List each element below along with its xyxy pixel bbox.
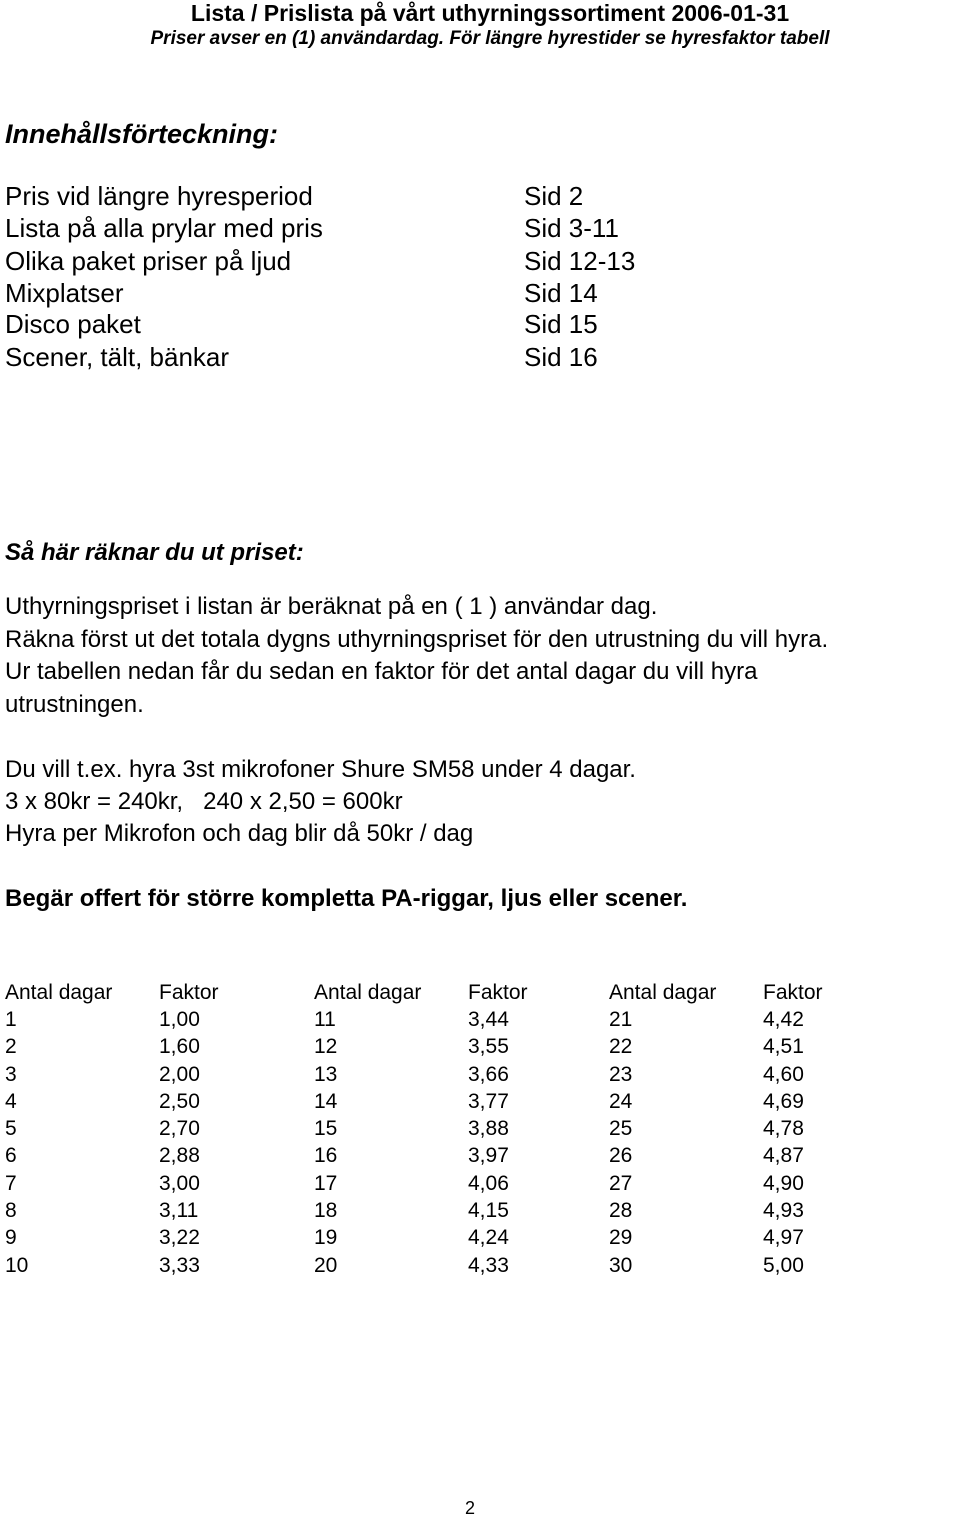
table-cell: 21: [609, 1007, 633, 1031]
table-cell: 4,60: [763, 1062, 804, 1086]
table-cell: 3,44: [468, 1007, 509, 1031]
table-row: [5, 1088, 853, 1115]
table-cell: 19: [314, 1226, 338, 1250]
toc-item-page: Sid 16: [524, 342, 598, 372]
table-cell: 4: [5, 1089, 17, 1113]
table-cell: 2,70: [159, 1117, 200, 1141]
table-cell: 3,00: [159, 1171, 200, 1195]
table-cell: 3,77: [468, 1089, 509, 1113]
calculation-paragraph: Uthyrningspriset i listan är beräknat på en ( 1 ) användar dag.: [5, 593, 658, 620]
column-header: Faktor: [763, 980, 823, 1004]
table-cell: 23: [609, 1062, 633, 1086]
table-cell: 3,97: [468, 1144, 509, 1168]
table-row: [5, 1034, 853, 1061]
table-cell: 4,69: [763, 1089, 804, 1113]
table-cell: 3,22: [159, 1226, 200, 1250]
table-row: [5, 1061, 853, 1088]
table-cell: 27: [609, 1171, 633, 1195]
toc-item-label: Mixplatser: [5, 278, 124, 308]
table-cell: 28: [609, 1199, 633, 1223]
table-row: [5, 1006, 853, 1033]
table-cell: 18: [314, 1199, 338, 1223]
table-row: [5, 1115, 853, 1142]
table-cell: 14: [314, 1089, 338, 1113]
toc-item-label: Disco paket: [5, 309, 141, 339]
table-cell: 2: [5, 1035, 17, 1059]
table-row: [5, 1252, 853, 1279]
table-cell: 20: [314, 1253, 338, 1277]
table-cell: 4,24: [468, 1226, 509, 1250]
column-header: Antal dagar: [609, 980, 717, 1004]
table-row: [5, 1197, 853, 1224]
table-cell: 22: [609, 1035, 633, 1059]
toc-item-page: Sid 12-13: [524, 246, 636, 276]
table-cell: 3: [5, 1062, 17, 1086]
toc-item-page: Sid 14: [524, 278, 598, 308]
document-subtitle: Priser avser en (1) användardag. För längre hyrestider se hyresfaktor tabell: [150, 28, 830, 49]
toc-item-label: Pris vid längre hyresperiod: [5, 181, 313, 211]
calculation-paragraph: Ur tabellen nedan får du sedan en faktor för det antal dagar du vill hyra: [5, 658, 758, 685]
table-cell: 30: [609, 1253, 633, 1277]
table-cell: 4,15: [468, 1199, 509, 1223]
table-cell: 4,06: [468, 1171, 509, 1195]
table-cell: 4,33: [468, 1253, 509, 1277]
document-title: Lista / Prislista på vårt uthyrningssortiment 2006-01-31: [190, 0, 790, 26]
column-header: Faktor: [159, 980, 219, 1004]
table-cell: 3,55: [468, 1035, 509, 1059]
factor-table: [5, 979, 853, 1279]
table-cell: 3,66: [468, 1062, 509, 1086]
table-cell: 4,78: [763, 1117, 804, 1141]
table-cell: 13: [314, 1062, 338, 1086]
table-cell: 2,00: [159, 1062, 200, 1086]
table-cell: 1,00: [159, 1007, 200, 1031]
calculation-paragraph: utrustningen.: [5, 691, 144, 718]
table-row: [5, 1143, 853, 1170]
calculation-paragraph: Räkna först ut det totala dygns uthyrningspriset för den utrustning du vill hyra.: [5, 626, 829, 653]
table-row: [5, 1170, 853, 1197]
table-cell: 17: [314, 1171, 338, 1195]
table-cell: 16: [314, 1144, 338, 1168]
table-cell: 10: [5, 1253, 29, 1277]
column-header: Antal dagar: [314, 980, 422, 1004]
table-cell: 1,60: [159, 1035, 200, 1059]
table-cell: 4,51: [763, 1035, 804, 1059]
table-cell: 12: [314, 1035, 338, 1059]
table-cell: 4,42: [763, 1007, 804, 1031]
example-line: Du vill t.ex. hyra 3st mikrofoner Shure SM58 under 4 dagar.: [5, 756, 636, 783]
toc-item-label: Lista på alla prylar med pris: [5, 213, 323, 243]
table-cell: 5,00: [763, 1253, 804, 1277]
offer-note: Begär offert för större kompletta PA-riggar, ljus eller scener.: [5, 885, 688, 912]
table-cell: 7: [5, 1171, 17, 1195]
table-cell: 9: [5, 1226, 17, 1250]
column-header: Antal dagar: [5, 980, 113, 1004]
table-row: [5, 1225, 853, 1252]
table-cell: 3,88: [468, 1117, 509, 1141]
table-cell: 11: [314, 1007, 336, 1031]
table-header-row: [5, 979, 853, 1006]
table-cell: 2,50: [159, 1089, 200, 1113]
toc-item-page: Sid 2: [524, 181, 584, 211]
column-header: Faktor: [468, 980, 528, 1004]
toc-item-page: Sid 3-11: [524, 213, 619, 243]
toc-item-page: Sid 15: [524, 309, 598, 339]
example-line: Hyra per Mikrofon och dag blir då 50kr / dag: [5, 820, 474, 847]
table-cell: 26: [609, 1144, 633, 1168]
table-cell: 4,90: [763, 1171, 804, 1195]
toc-item-label: Scener, tält, bänkar: [5, 342, 230, 372]
table-cell: 24: [609, 1089, 633, 1113]
table-cell: 1: [5, 1007, 17, 1031]
table-cell: 25: [609, 1117, 633, 1141]
table-cell: 29: [609, 1226, 633, 1250]
table-cell: 3,11: [159, 1199, 199, 1223]
table-cell: 4,97: [763, 1226, 804, 1250]
table-cell: 8: [5, 1199, 17, 1223]
table-cell: 5: [5, 1117, 17, 1141]
table-cell: 2,88: [159, 1144, 200, 1168]
table-cell: 4,93: [763, 1199, 804, 1223]
example-line: 3 x 80kr = 240kr, 240 x 2,50 = 600kr: [5, 788, 403, 815]
table-cell: 6: [5, 1144, 17, 1168]
calculation-heading: Så här räknar du ut priset:: [5, 539, 304, 566]
toc-item-label: Olika paket priser på ljud: [5, 246, 292, 276]
table-cell: 3,33: [159, 1253, 200, 1277]
toc-heading: Innehållsförteckning:: [5, 119, 279, 149]
table-cell: 4,87: [763, 1144, 804, 1168]
page-number: 2: [464, 1498, 475, 1518]
table-cell: 15: [314, 1117, 338, 1141]
